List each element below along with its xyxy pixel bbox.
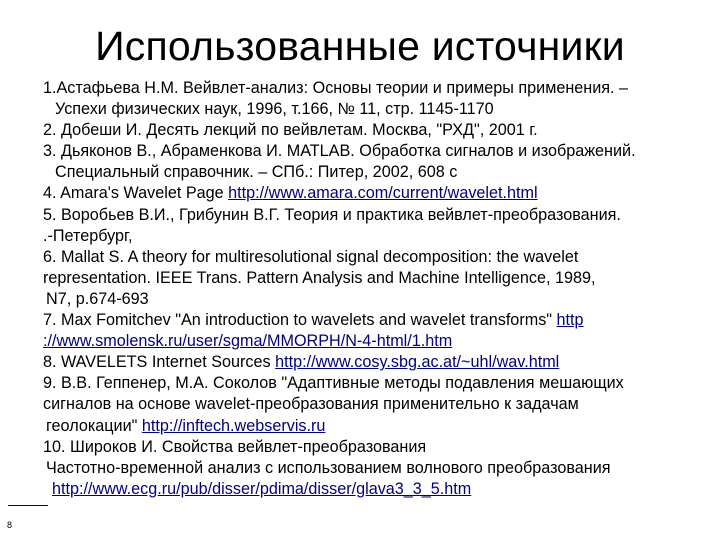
link-underline-decoration (8, 505, 48, 506)
reference-4-link[interactable]: http://www.amara.com/current/wavelet.html (228, 184, 538, 203)
reference-9-line-3 (43, 416, 713, 437)
reference-6-line-3: N7, p.674-693 (46, 289, 149, 308)
reference-5-line-1: 5. Воробьев В.И., Грибунин В.Г. Теория и практика вейвлет-преобразования. (43, 205, 621, 224)
reference-5-line-2: .-Петербург, (43, 226, 133, 245)
slide-title: Использованные источники (95, 23, 625, 69)
reference-9-text: геолокации" (46, 416, 142, 435)
reference-9-line-1: 9. В.В. Геппенер, М.А. Соколов "Адаптивные методы подавления мешающих (43, 374, 624, 393)
reference-3-line-2: Специальный справочник. – СПб.: Питер, 2002, 608 с (55, 163, 458, 182)
reference-10-link[interactable]: http://www.ecg.ru/pub/disser/pdima/disser/glava3_3_5.htm (52, 479, 472, 498)
reference-list (43, 78, 713, 500)
slide-number: 8 (7, 520, 13, 530)
reference-3-line-1: 3. Дьяконов В., Абраменкова И. MATLAB. Обработка сигналов и изображений. (43, 142, 636, 161)
reference-4-text: 4. Amara's Wavelet Page (43, 184, 229, 203)
reference-6-line-2: representation. IEEE Trans. Pattern Analysis and Machine Intelligence, 1989, (43, 268, 596, 287)
reference-7-line-2 (43, 331, 713, 352)
reference-1-line-1: 1.Астафьева Н.М. Вейвлет-анализ: Основы теории и примеры применения. – (43, 79, 629, 97)
reference-6-line-1: 6. Mallat S. A theory for multiresolutional signal decomposition: the wavelet (43, 247, 579, 266)
reference-7 (43, 310, 713, 331)
reference-10-line-1: 10. Широков И. Свойства вейвлет-преобразования (43, 437, 427, 456)
reference-9-link[interactable]: http://inftech.webservis.ru (141, 416, 326, 435)
reference-2-line-1: 2. Добеши И. Десять лекций по вейвлетам. Москва, "РХД", 2001 г. (43, 121, 538, 140)
reference-1-line-2: Успехи физических наук, 1996, т.166, № 11, стр. 1145-1170 (55, 100, 494, 119)
reference-7-link-rest[interactable]: ://www.smolensk.ru/user/sgma/MMORPH/N-4-html/1.htm (43, 332, 453, 351)
reference-10-line-2: Частотно-временной анализ с использованием волнового преобразования (46, 458, 611, 477)
reference-10-line-3 (43, 479, 713, 500)
reference-7-text: 7. Max Fomitchev "An introduction to wavelets and wavelet transforms" (43, 311, 557, 330)
reference-4 (43, 183, 713, 204)
reference-9-line-2: сигналов на основе wavelet-преобразования применительно к задачам (43, 395, 579, 414)
reference-8 (43, 352, 713, 373)
reference-8-link[interactable]: http://www.cosy.sbg.ac.at/~uhl/wav.html (275, 353, 560, 372)
reference-7-link-start[interactable]: http (556, 311, 584, 330)
reference-8-text: 8. WAVELETS Internet Sources (43, 353, 276, 372)
